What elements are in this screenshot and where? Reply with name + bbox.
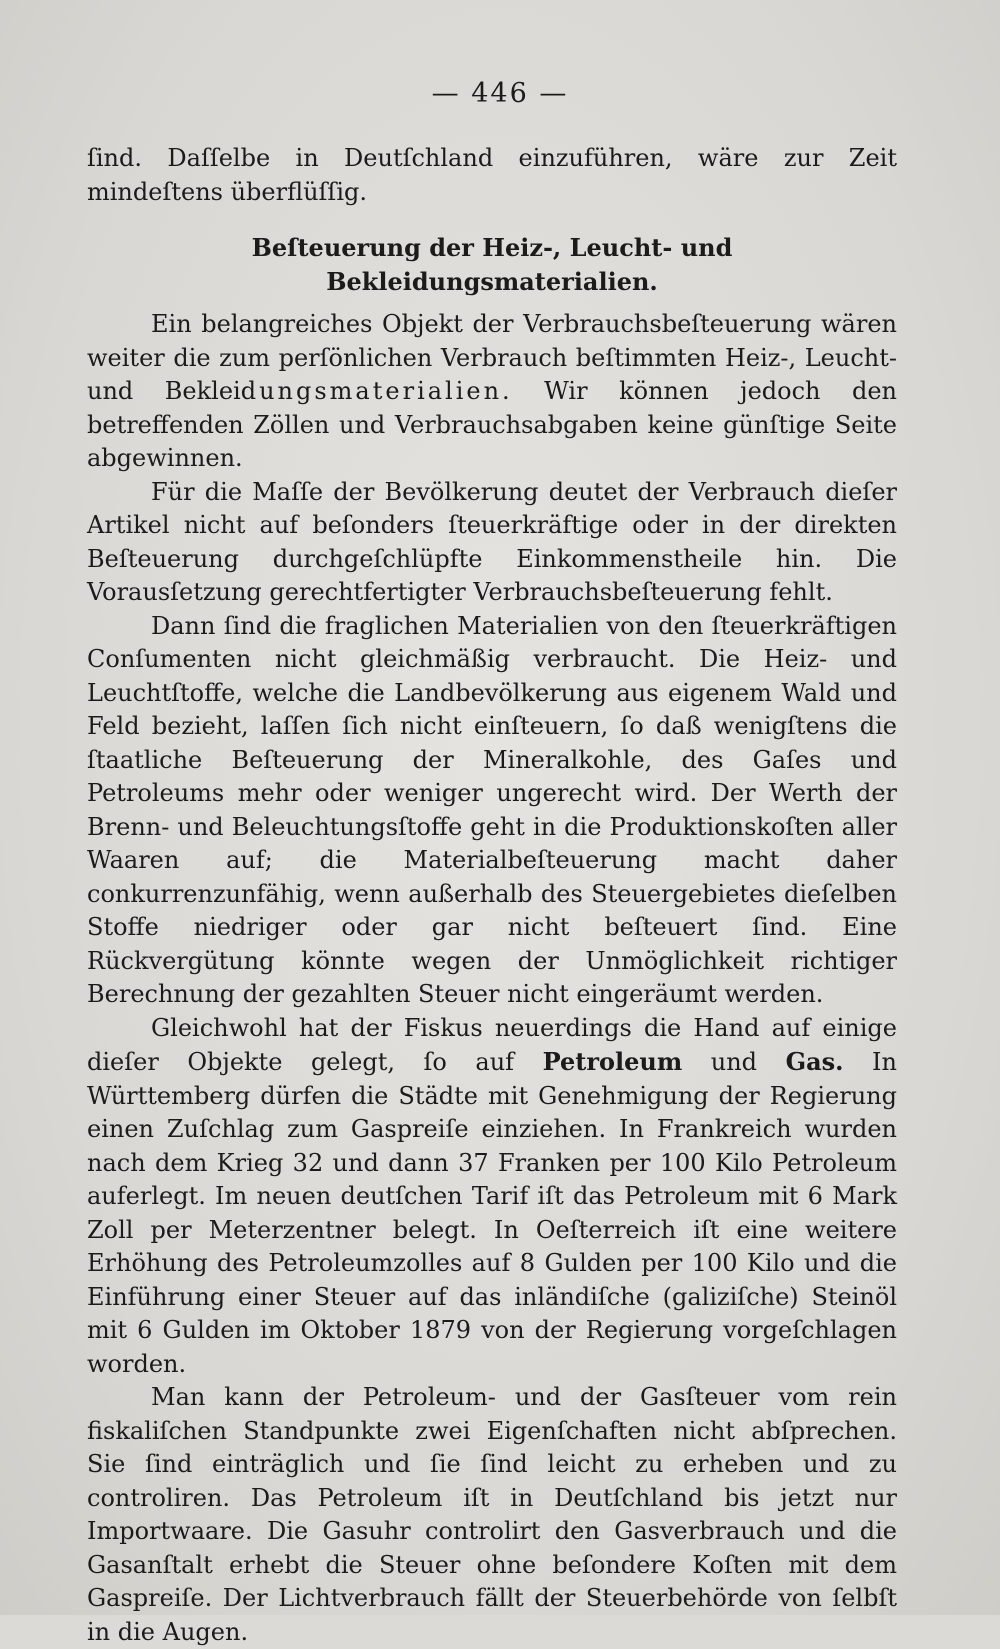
- paragraph-1-text-a: Ein belangreiches Objekt der Verbrauchsbeſteuerung wären weiter die zum perſönlichen Verbrauch beſtimmten Heiz-, Leucht- und Beklei: [87, 310, 897, 405]
- paragraph-4-bold-petroleum: Petroleum: [542, 1047, 683, 1076]
- section-heading: Beſteuerung der Heiz-, Leucht- und Bekleidungsmaterialien.: [251, 233, 733, 296]
- paragraph-3: Dann ſind die fraglichen Materialien von den ſteuerkräftigen Conſumenten nicht gleichmäßig verbraucht. Die Heiz- und Leuchtſtoffe, welche die Landbevölkerung aus eigenem Wald und Feld bezieht, laſſen ſich nicht einſteuern, ſo daß wenigſtens die ſtaatliche Beſteuerung der Mineralkohle, des Gaſes und Petroleums mehr oder weniger ungerecht wird. Der Werth der Brenn- und Beleuchtungsſtoffe geht in die Produktionskoſten aller Waaren auf; die Materialbeſteuerung macht daher conkurrenzunfähig, wenn außerhalb des Steuergebietes dieſelben Stoffe niedriger oder gar nicht beſteuert ſind. Eine Rückvergütung könnte wegen der Unmöglichkeit richtiger Berechnung der gezahlten Steuer nicht eingeräumt werden.: [87, 611, 897, 1008]
- paragraph-2: Für die Maſſe der Bevölkerung deutet der Verbrauch dieſer Artikel nicht auf beſonders ſteuerkräftige oder in der direkten Beſteuerung durchgeſchlüpfte Einkommenstheile hin. Die Vorausſetzung gerechtfertigter Verbrauchsbeſteuerung fehlt.: [87, 477, 897, 606]
- paragraph-4-text-mid: und: [682, 1048, 786, 1076]
- paragraph-4-bold-gas: Gas.: [785, 1047, 844, 1076]
- paragraph-1: [87, 308, 897, 476]
- paragraph-5: Man kann der Petroleum- und der Gasſteuer vom rein fiskaliſchen Standpunkte zwei Eigenſchaften nicht abſprechen. Sie ſind einträglich und ſie ſind leicht zu erheben und zu controliren. Das Petroleum iſt in Deutſchland bis jetzt nur Importwaare. Die Gasuhr controlirt den Gasverbrauch und die Gasanſtalt erhebt die Steuer ohne beſondere Koſten mit dem Gaspreiſe. Der Lichtverbrauch fällt der Steuerbehörde von ſelbſt in die Augen.: [87, 1383, 897, 1646]
- paragraph-1-spaced-term: dungsmaterialien.: [240, 377, 513, 405]
- paragraph-4: [87, 1012, 897, 1382]
- paragraph-4-text-a: Gleichwohl hat der Fiskus neuerdings die Hand auf einige dieſer Objekte gelegt, ſo auf: [87, 1013, 897, 1076]
- paragraph-continuation: ſind. Daſſelbe in Deutſchland einzuführen, wäre zur Zeit mindeſtens überflüſſig.: [87, 144, 897, 206]
- page-body: [87, 142, 897, 1649]
- paragraph-1-text-b: Wir können jedoch den betreffenden Zöllen und Verbrauchsabgaben keine günſtige Seite abgewinnen.: [87, 377, 898, 472]
- page-number: — 446 —: [431, 78, 569, 109]
- paragraph-4-text-b: In Württemberg dürfen die Städte mit Genehmigung der Regierung einen Zuſchlag zum Gaspreiſe einziehen. In Frankreich wurden nach dem Krieg 32 und dann 37 Franken per 100 Kilo Petroleum auferlegt. Im neuen deutſchen Tarif iſt das Petroleum mit 6 Mark Zoll per Meterzentner belegt. In Oeſterreich iſt eine weitere Erhöhung des Petroleumzolles auf 8 Gulden per 100 Kilo und die Einführung einer Steuer auf das inländiſche (galiziſche) Steinöl mit 6 Gulden im Oktober 1879 von der Regierung vorgeſchlagen worden.: [87, 1048, 897, 1378]
